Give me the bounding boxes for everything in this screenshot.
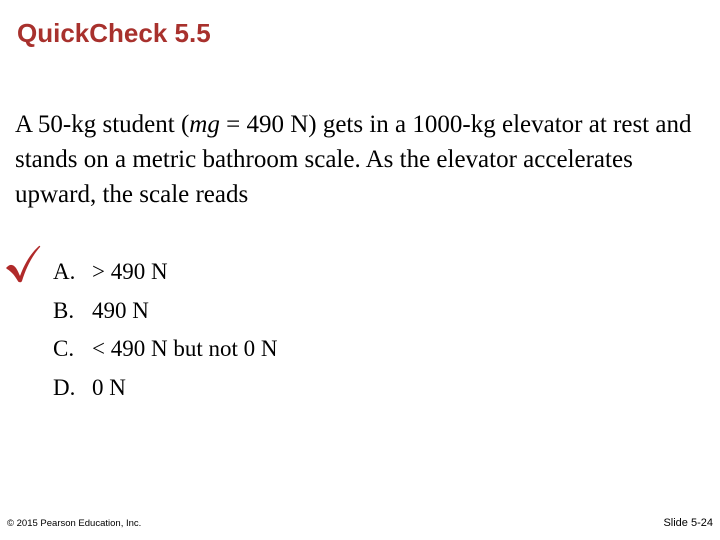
question-text bbox=[15, 107, 705, 212]
answer-text: 0 N bbox=[92, 375, 126, 401]
question-part-1: A 50-kg student ( bbox=[15, 111, 190, 138]
answer-text: < 490 N but not 0 N bbox=[92, 336, 278, 362]
question-part-2: = 490 N) gets in a 1000-kg elevator at rest and stands on a metric bathroom scale. As the elevator accelerates upward, the scale reads bbox=[15, 111, 692, 208]
slide-title: QuickCheck 5.5 bbox=[17, 18, 211, 48]
answer-list bbox=[0, 253, 720, 408]
answer-option-a[interactable] bbox=[0, 253, 720, 292]
answer-letter: C. bbox=[53, 336, 75, 362]
copyright-footer: © 2015 Pearson Education, Inc. bbox=[7, 518, 142, 529]
answer-letter: D. bbox=[53, 375, 76, 401]
answer-text: > 490 N bbox=[92, 259, 168, 284]
answer-option-b[interactable] bbox=[0, 292, 720, 331]
slide-number: Slide 5-24 bbox=[663, 517, 713, 529]
answer-option-d[interactable] bbox=[0, 369, 720, 408]
question-italic: mg bbox=[189, 111, 220, 138]
answer-letter: A. bbox=[53, 259, 76, 284]
answer-letter: B. bbox=[53, 297, 75, 323]
answer-option-c[interactable] bbox=[0, 330, 720, 369]
answer-text: 490 N bbox=[92, 297, 149, 323]
